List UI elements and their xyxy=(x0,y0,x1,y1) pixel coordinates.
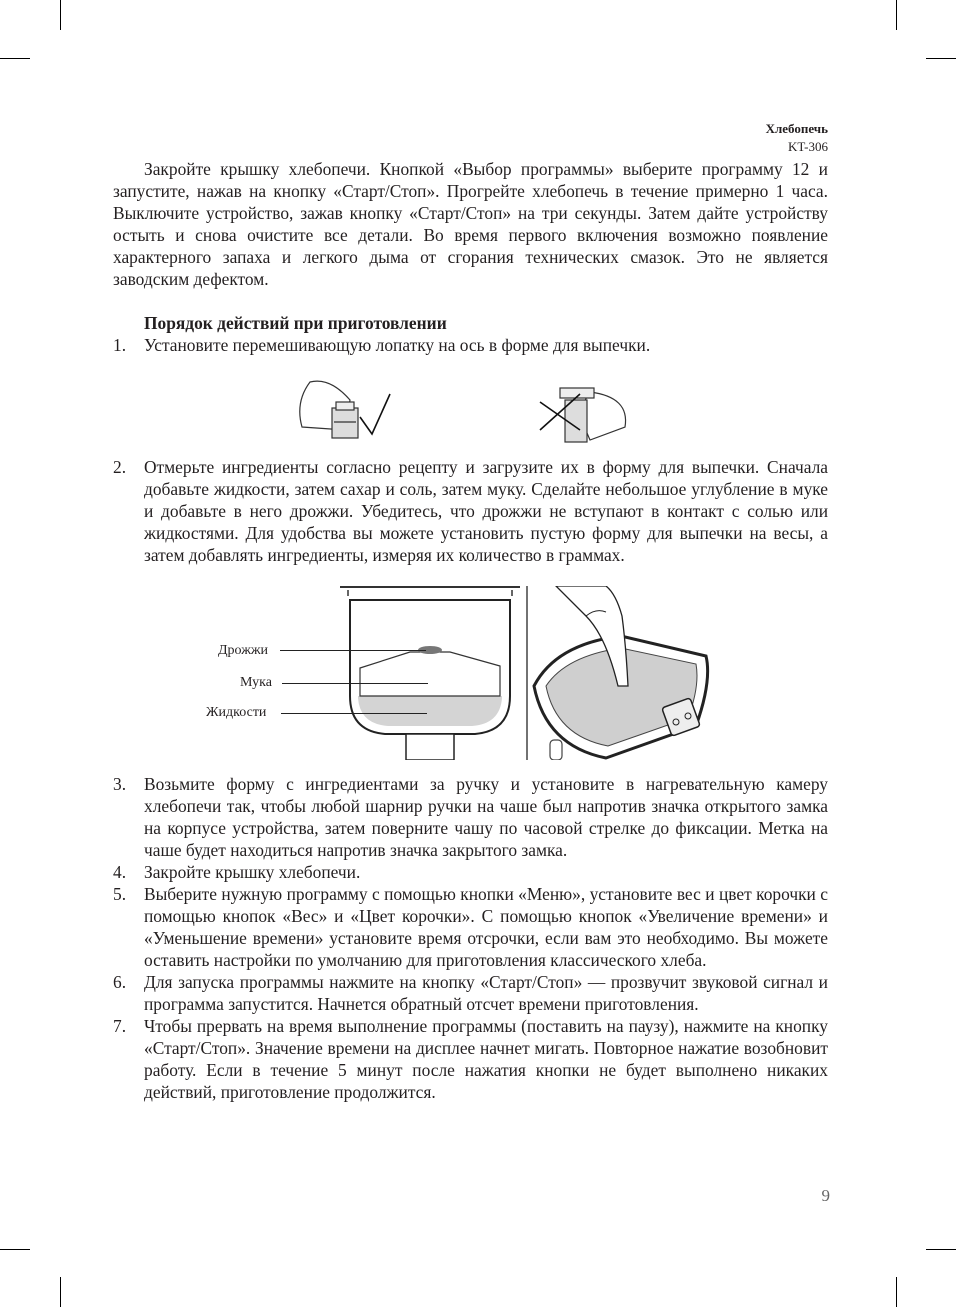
intro-block xyxy=(113,158,828,356)
leader-line xyxy=(280,650,426,651)
step-text: Выберите нужную программу с помощью кнопки «Меню», установите вес и цвет корочки с помощью кнопок «Вес» и «Цвет корочки». С помощью кнопок «Увеличение времени» и «Уменьшение времени» установите время отсрочки, если вам это необходимо. Вы можете оставить настройки по умолчанию для приготовления классического хлеба. xyxy=(144,884,828,970)
crop-mark xyxy=(926,1249,956,1250)
crop-mark xyxy=(896,1277,897,1307)
step-number: 2. xyxy=(113,457,127,477)
step-number: 4. xyxy=(113,862,127,882)
crop-mark xyxy=(60,1277,61,1307)
leader-line xyxy=(282,683,428,684)
step-text: Установите перемешивающую лопатку на ось в форме для выпечки. xyxy=(144,335,651,355)
header-product: Хлебопечь xyxy=(765,121,828,136)
list-item xyxy=(113,971,828,1015)
step-number: 1. xyxy=(113,335,127,355)
list-item xyxy=(113,1015,828,1103)
paddle-correct-illustration xyxy=(300,381,358,438)
step-text: Чтобы прервать на время выполнение программы (поставить на паузу), нажмите на кнопку «Старт/Стоп». Значение времени на дисплее начнет мигать. Повторное нажатие возобновит работу. Если в течение 5 минут после нажатия кнопки не будет выполнено никаких действий, приготовление продолжится. xyxy=(144,1016,828,1102)
step-text: Возьмите форму с ингредиентами за ручку и установите в нагревательную камеру хлебопечи так, чтобы любой шарнир ручки на чаше был напротив значка открытого замка на корпусе устройства, затем поверните чашу по часовой стрелке до фиксации. Метка на чаше будет находиться напротив значка закрытого замка. xyxy=(144,774,828,860)
steps-block xyxy=(113,773,828,1103)
step-2-block xyxy=(113,456,828,566)
crop-mark xyxy=(896,0,897,30)
list-item xyxy=(113,334,828,356)
list-item xyxy=(113,861,828,883)
leader-line xyxy=(281,713,427,714)
label-yeast: Дрожжи xyxy=(218,643,269,658)
page-header xyxy=(766,120,828,156)
step-number: 5. xyxy=(113,884,127,904)
crop-mark xyxy=(926,58,956,59)
ingredients-bowl-figure xyxy=(340,586,520,760)
paddle-figure xyxy=(290,372,640,452)
label-flour: Мука xyxy=(240,675,272,690)
crop-mark xyxy=(0,1249,30,1250)
step-text: Для запуска программы нажмите на кнопку «Старт/Стоп» — прозвучит звуковой сигнал и программа запустится. Начнется обратный отсчет времени приготовления. xyxy=(144,972,828,1014)
list-item xyxy=(113,773,828,861)
list-item xyxy=(113,883,828,971)
step-text: Отмерьте ингредиенты согласно рецепту и загрузите их в форму для выпечки. Сначала добавьте жидкости, затем сахар и соль, затем муку. Сделайте небольшое углубление в муке и добавьте в него дрожжи. Убедитесь, что дрожжи не вступают в контакт с солью или жидкостями. Для удобства вы можете установить пустую форму для выпечки на весы, а затем добавлять ингредиенты, измеряя их количество в граммах. xyxy=(144,457,828,565)
step-number: 3. xyxy=(113,774,127,794)
list-item xyxy=(113,456,828,566)
page-number: 9 xyxy=(821,1186,830,1205)
intro-paragraph: Закройте крышку хлебопечи. Кнопкой «Выбор программы» выберите программу 12 и запустите, нажав на кнопку «Старт/Стоп». Прогрейте хлебопечь в течение примерно 1 часа. Выключите устройство, зажав кнопку «Старт/Стоп» на три секунды. Затем дайте устройству остыть и снова очистите все детали. Во время первого включения возможно появление характерного запаха и легкого дыма от сгорания технических смазок. Это не является заводским дефектом. xyxy=(113,159,828,289)
paddle-incorrect-illustration xyxy=(560,388,626,442)
crop-mark xyxy=(60,0,61,30)
hand-in-flour-photo xyxy=(526,586,712,760)
crop-mark xyxy=(0,58,30,59)
step-text: Закройте крышку хлебопечи. xyxy=(144,862,361,882)
label-liquids: Жидкости xyxy=(206,705,267,720)
section-title: Порядок действий при приготовлении xyxy=(144,313,447,333)
header-model: KT-306 xyxy=(788,139,828,154)
step-number: 6. xyxy=(113,972,127,992)
check-mark-icon xyxy=(360,394,390,434)
step-number: 7. xyxy=(113,1016,127,1036)
